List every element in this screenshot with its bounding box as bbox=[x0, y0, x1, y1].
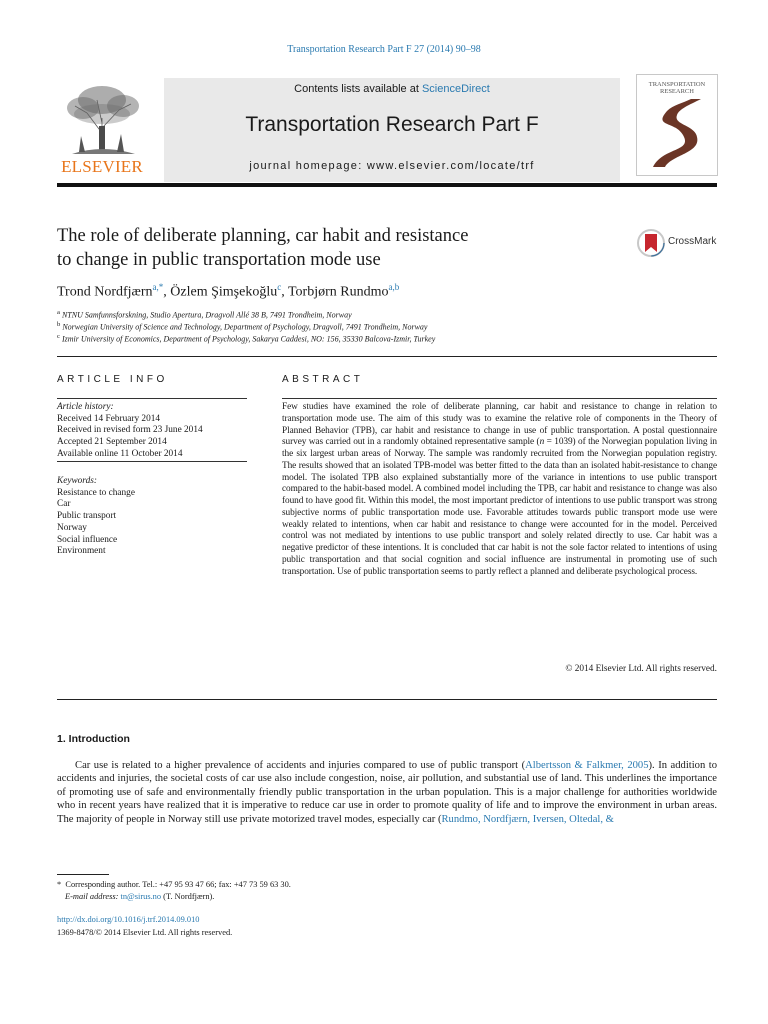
divider bbox=[57, 461, 247, 462]
journal-homepage-link[interactable]: www.elsevier.com/locate/trf bbox=[366, 160, 535, 172]
author-affiliation-marker[interactable]: c bbox=[277, 282, 282, 292]
divider bbox=[57, 398, 247, 399]
corresponding-author-note bbox=[57, 879, 291, 891]
sciencedirect-link[interactable]: ScienceDirect bbox=[421, 83, 490, 95]
body-text: Car use is related to a higher prevalence of accidents and injuries compared to use of public transport ( bbox=[75, 760, 526, 771]
keyword-item: Car bbox=[57, 499, 71, 510]
citation-link[interactable]: Albertsson & Falkmer, 2005 bbox=[525, 760, 649, 771]
keyword-item: Social influence bbox=[57, 534, 118, 545]
citation-link[interactable]: Rundmo, Nordfjærn, Iversen, Oltedal, & bbox=[441, 813, 614, 825]
footnote-marker: * bbox=[57, 880, 62, 889]
corresponding-author-text: Corresponding author. Tel.: +47 95 93 47 66; fax: +47 73 59 63 30. bbox=[65, 880, 291, 889]
abstract-text: = 1039) of the Norwegian population living in the six largest urban areas of Norway. The sample was randomly recruited from the Norwegian population registry. The results showed that an isolated TPB-model was better fitted to the data than an isolated habit-resistance to change model. The isolated TPB also explained substantially more of the variance in intentions to use public transport compared to the habit-based model. A combined model including the TPB, car habit and resistance to change was also found to have good fit. Within this model, the most important predictor of intentions to use public transport was strong subjective norms of public transportation mode use. Favorable attitudes towards public transport mode use were weakly related to intentions, when car habit and resistance to change were accounted for in the model. Perceived control was not mediated by intentions to use public transport and solely related directly to use. Car habit was a negative predictor of these intentions. It is concluded that car habit is not the sole factor related to intentions of using public transportation and that social cognition and social influence are instrumental in promoting use of such transportation. Use of public transportation seems to partly reflect a planned and deliberate psychological process. bbox=[282, 437, 717, 577]
journal-homepage-line bbox=[164, 160, 620, 172]
author-affiliation-marker[interactable]: a,b bbox=[388, 282, 400, 292]
divider bbox=[57, 699, 717, 700]
author-list: Trond Nordfjærn$^{a,*}$, Özlem Şimşekoğlu$^c$, Torbjørn Rundmo$^{a,b}$ bbox=[57, 282, 400, 300]
email-label: E-mail address: bbox=[65, 892, 121, 901]
crossmark-icon[interactable] bbox=[636, 228, 666, 258]
article-title bbox=[57, 224, 597, 272]
history-item: Received 14 February 2014 bbox=[57, 413, 161, 424]
crossmark-label[interactable]: CrossMark bbox=[668, 236, 717, 247]
elsevier-wordmark: ELSEVIER bbox=[61, 157, 143, 176]
journal-reference-link[interactable]: Transportation Research Part F 27 (2014) 90–98 bbox=[287, 44, 481, 55]
abstract-text: Few studies have examined the role of deliberate planning, car habit and resistance to change in relation to transportation mode use. The aim of this study was to examine the relative role of components in the Theory of Planned Behavior (TPB), car habit and resistance to change in use of public transportation. A postal questionnaire survey was carried out in a randomly obtained representative sample ( bbox=[282, 402, 717, 448]
affiliation-b bbox=[57, 321, 427, 332]
issn-line: 1369-8478/© 2014 Elsevier Ltd. All rights reserved. bbox=[57, 928, 233, 937]
history-item: Available online 11 October 2014 bbox=[57, 448, 183, 459]
divider bbox=[57, 356, 717, 357]
abstract-body bbox=[282, 402, 717, 578]
history-item: Received in revised form 23 June 2014 bbox=[57, 425, 203, 436]
author-affiliation-marker[interactable]: a,* bbox=[152, 282, 164, 292]
email-line bbox=[57, 891, 291, 903]
journal-cover-thumbnail[interactable] bbox=[636, 74, 718, 176]
cover-title: TRANSPORTATION RESEARCH bbox=[648, 81, 706, 95]
affiliation-marker: b bbox=[57, 321, 61, 328]
email-link[interactable]: tn@sirus.no bbox=[120, 892, 162, 901]
body-text: ). In addition to accidents and injuries, the societal costs of car use also include congestion, noise, air pollution, and substantial use of land. This underlines the importance of promoting use of safe and environmentally friendly public transportation in the urban population. This is a major challenge for authorities worldwide who in recent years have realized that it is imperative to reduce car use in order to promote quality of life and to improve the environment in urban areas. The majority of people in Norway still use private motorized travel modes, especially car ( bbox=[57, 760, 717, 825]
journal-title: Transportation Research Part F bbox=[245, 113, 539, 136]
article-info-heading: ARTICLE INFO bbox=[57, 374, 168, 385]
sample-size-symbol: n bbox=[539, 437, 545, 448]
author-name: Özlem Şimşekoğlu bbox=[170, 284, 278, 300]
article-history bbox=[57, 402, 203, 461]
divider bbox=[282, 398, 717, 399]
abstract-copyright: © 2014 Elsevier Ltd. All rights reserved. bbox=[565, 664, 717, 674]
keyword-item: Environment bbox=[57, 546, 106, 557]
history-item: Accepted 21 September 2014 bbox=[57, 437, 167, 448]
affiliation-text: Norwegian University of Science and Technology, Department of Psychology, Dragvoll, 7491 Trondheim, Norway bbox=[62, 322, 428, 332]
section-heading: 1. Introduction bbox=[57, 733, 130, 745]
affiliation-marker: a bbox=[57, 309, 60, 316]
author-name: Trond Nordfjærn bbox=[57, 284, 153, 300]
keywords-label: Keywords: bbox=[57, 476, 97, 486]
homepage-prefix: journal homepage: bbox=[249, 160, 367, 172]
keywords bbox=[57, 476, 135, 558]
footnote-rule bbox=[57, 874, 109, 875]
affiliation-marker: c bbox=[57, 333, 60, 340]
intro-paragraph bbox=[57, 759, 717, 826]
article-history-label: Article history: bbox=[57, 402, 114, 412]
contents-line bbox=[164, 83, 620, 95]
abstract-heading: ABSTRACT bbox=[282, 374, 364, 385]
article-title-line-2: to change in public transportation mode use bbox=[57, 250, 381, 270]
header-rule bbox=[57, 183, 717, 187]
author-name: Torbjørn Rundmo bbox=[287, 284, 389, 300]
affiliation-text: NTNU Samfunnsforskning, Studio Apertura, Dragvoll Allé 38 B, 7491 Trondheim, Norway bbox=[61, 310, 352, 320]
keyword-item: Resistance to change bbox=[57, 487, 135, 498]
affiliation-text: Izmir University of Economics, Department of Psychology, Sakarya Caddesi, NO: 156, 35330 Balcova-Izmir, Turkey bbox=[61, 334, 436, 344]
keyword-item: Public transport bbox=[57, 511, 117, 522]
affiliation-a bbox=[57, 309, 352, 320]
footnote bbox=[57, 879, 291, 903]
keyword-item: Norway bbox=[57, 522, 87, 533]
email-suffix: (T. Nordfjærn). bbox=[161, 892, 215, 901]
contents-prefix: Contents lists available at bbox=[294, 83, 422, 95]
doi-link[interactable]: http://dx.doi.org/10.1016/j.trf.2014.09.010 bbox=[57, 915, 200, 924]
article-title-line-1: The role of deliberate planning, car habit and resistance bbox=[57, 226, 469, 246]
affiliation-c bbox=[57, 333, 435, 344]
cover-road-graphic bbox=[643, 97, 711, 169]
